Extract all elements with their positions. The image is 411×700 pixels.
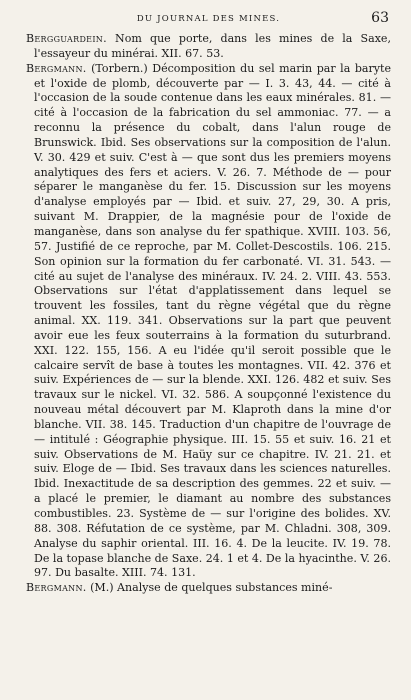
entry-text: (M.) Analyse de quelques substances miné- — [86, 581, 333, 595]
entry-text: Nom que porte, dans les mines de la Saxe, l'essayeur du minérai. XII. 67. 53. — [34, 32, 391, 60]
entry-text: (Torbern.) Décomposition du sel marin par la baryte et l'oxide de plomb, découverte par — I. 3. 43, 44. — cité à l'occasion de la soude contenue dans les eaux minérales. 81. — cité à l'occasion de la fabrication du sel ammoniac. 77. — a reconnu la présence du cobalt, dans l'alun rouge de Brunswick. Ibid. Ses observations sur la composition de l'alun. V. 30. 429 et suiv. C'est à — que sont dus les premiers moyens analytiques des fers et aciers. V. 26. 7. Méthode de — pour séparer le manganèse du fer. 15. Discussion sur les moyens d'analyse employés par — Ibid. et suiv. 27, 29, 30. A pris, suivant M. Drappier, de la magnésie pour de l'oxide de manganèse, dans son analyse du fer spathique. XVIII. 103. 56, 57. Justifié de ce reproche, par M. Collet-Descostils. 106. 215. Son opinion sur la formation du fer carbonaté. VI. 31. 543. — cité au sujet de l'analyse des minéraux. IV. 24. 2. VIII. 43. 553. Observations sur l'état d'applatissement dans lequel se trouvent les fossiles, tant du règne végétal que du règne animal. XX. 119. 341. Observations sur la part que peuvent avoir eue les feux souterrains à la formation du suturbrand. XXI. 122. 155, 156. A eu l'idée qu'il seroit possible que le calcaire servît de base à toutes les montagnes. VII. 42. 376 et suiv. Expériences de — sur la blende. XXI. 126. 482 et suiv. Ses travaux sur le nickel. VI. 32. 586. A soupçonné l'existence du nouveau métal découvert par M. Klaproth dans la mine d'or blanche. VII. 38. 145. Traduction d'un chapitre de l'ouvrage de — intitulé : Géographie physique. III. 15. 55 et suiv. 16. 21 et suiv. Observations de M. Haüy sur ce chapitre. IV. 21. 21. et suiv. Eloge de — Ibid. Ses travaux dans les sciences naturelles. Ibid. Inexactitude de sa description des gemmes. 22 et suiv. — a placé le premier, le diamant au nombre des substances combustibles. 23. Système de — sur l'origine des bolides. XV. 88. 308. Réfutation de ce système, par M. Chladni. 308, 309. Analyse du saphir oriental. III. 16. 4. De la leucite. IV. 19. 78. De la topase blanche de Saxe. 24. 1 et 4. De la hyacinthe. V. 26. 97. Du basalte. XIII. 74. 131. — [34, 61, 391, 580]
entry-headword: Bergmann. — [26, 581, 87, 595]
index-entry — [26, 581, 391, 596]
entry-headword: Bergguardein. — [26, 32, 107, 45]
index-entries — [26, 32, 391, 596]
entry-headword: Bergmann. — [26, 61, 87, 75]
page-number: 63 — [371, 10, 389, 26]
page-header — [26, 10, 391, 32]
index-entry — [26, 32, 391, 62]
index-entry — [26, 62, 391, 582]
running-head: DU JOURNAL DES MINES. — [136, 14, 281, 24]
